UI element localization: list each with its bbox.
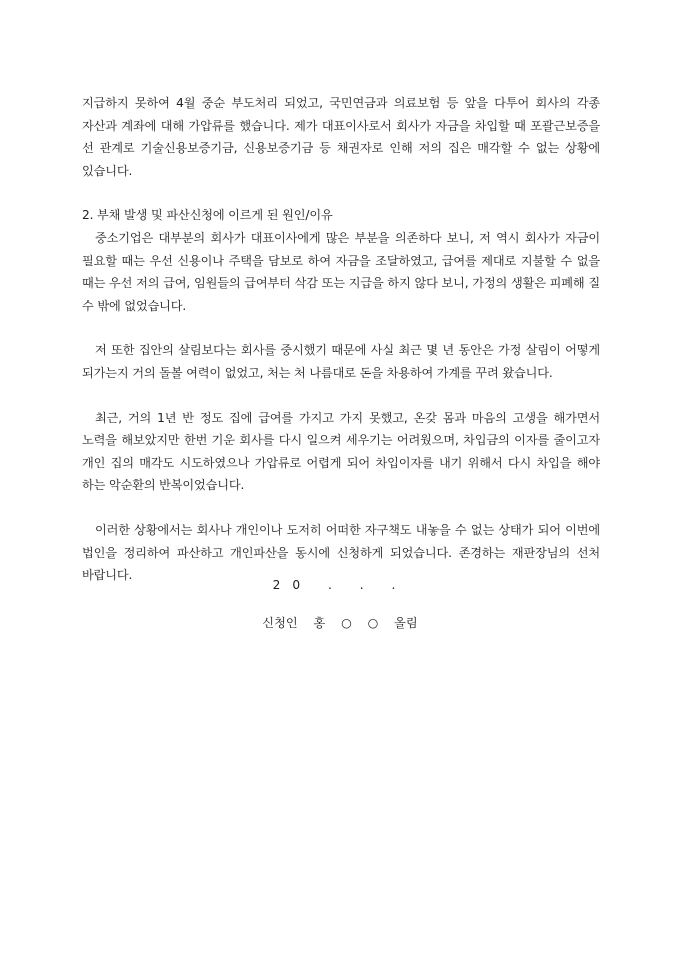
signature-line: 신청인 홍 ○ ○ 올림 — [262, 616, 418, 630]
date-line: 20 . . . — [272, 578, 408, 592]
paragraph-asset-seizure: 지급하지 못하여 4월 중순 부도처리 되었고, 국민연금과 의료보험 등 앞을 다투어 회사의 각종 자산과 계좌에 대해 가압류를 했습니다. 제가 대표이사로서 회사가 자금을 차입할 때 포괄근보증을 선 관계로 기술신용보증기금, 신용보증기금 등 채권자로 인해 저의 집은 매각할 수 없는 상황에 있습니다. — [82, 96, 600, 178]
section-heading-cause: 2. 부채 발생 및 파산신청에 이르게 된 원인/이유 — [82, 208, 333, 223]
paragraph-sme-dependence: 중소기업은 대부분의 회사가 대표이사에게 많은 부분을 의존하다 보니, 저 역시 회사가 자금이 필요할 때는 우선 신용이나 주택을 담보로 하여 자금을 조달하였고, 급여를 제대로 지불할 수 없을 때는 우선 저의 급여, 임원들의 급여부터 삭감 또는 지급을 하지 않다 보니, 가정의 생활은 피폐해 질 수 밖에 없었습니다. — [82, 230, 600, 313]
spacer — [82, 497, 600, 519]
document-body — [82, 92, 600, 587]
paragraph-household: 저 또한 집안의 살림보다는 회사를 중시했기 때문에 사실 최근 몇 년 동안은 가정 살림이 어떻게 되가는지 거의 돌볼 여력이 없었고, 처는 처 나름대로 돈을 차용하여 가계를 꾸려 왔습니다. — [82, 343, 600, 380]
paragraph-conclusion: 이러한 상황에서는 회사나 개인이나 도저히 어떠한 자구책도 내놓을 수 없는 상태가 되어 이번에 법인을 정리하여 파산하고 개인파산을 동시에 신청하게 되었습니다. 존경하는 재판장님의 선처 바랍니다. — [82, 522, 600, 583]
spacer — [82, 182, 600, 204]
spacer — [82, 385, 600, 407]
spacer — [82, 317, 600, 339]
paragraph-recent-efforts: 최근, 거의 1년 반 정도 집에 급여를 가지고 가지 못했고, 온갖 몸과 마음의 고생을 해가면서 노력을 해보았지만 한번 기운 회사를 다시 일으켜 세우기는 어려웠으며, 차입금의 이자를 줄이고자 개인 집의 매각도 시도하였으나 가압류로 어렵게 되어 차입이자를 내기 위해서 다시 차입을 해야 하는 악순환의 반복이었습니다. — [82, 410, 600, 493]
